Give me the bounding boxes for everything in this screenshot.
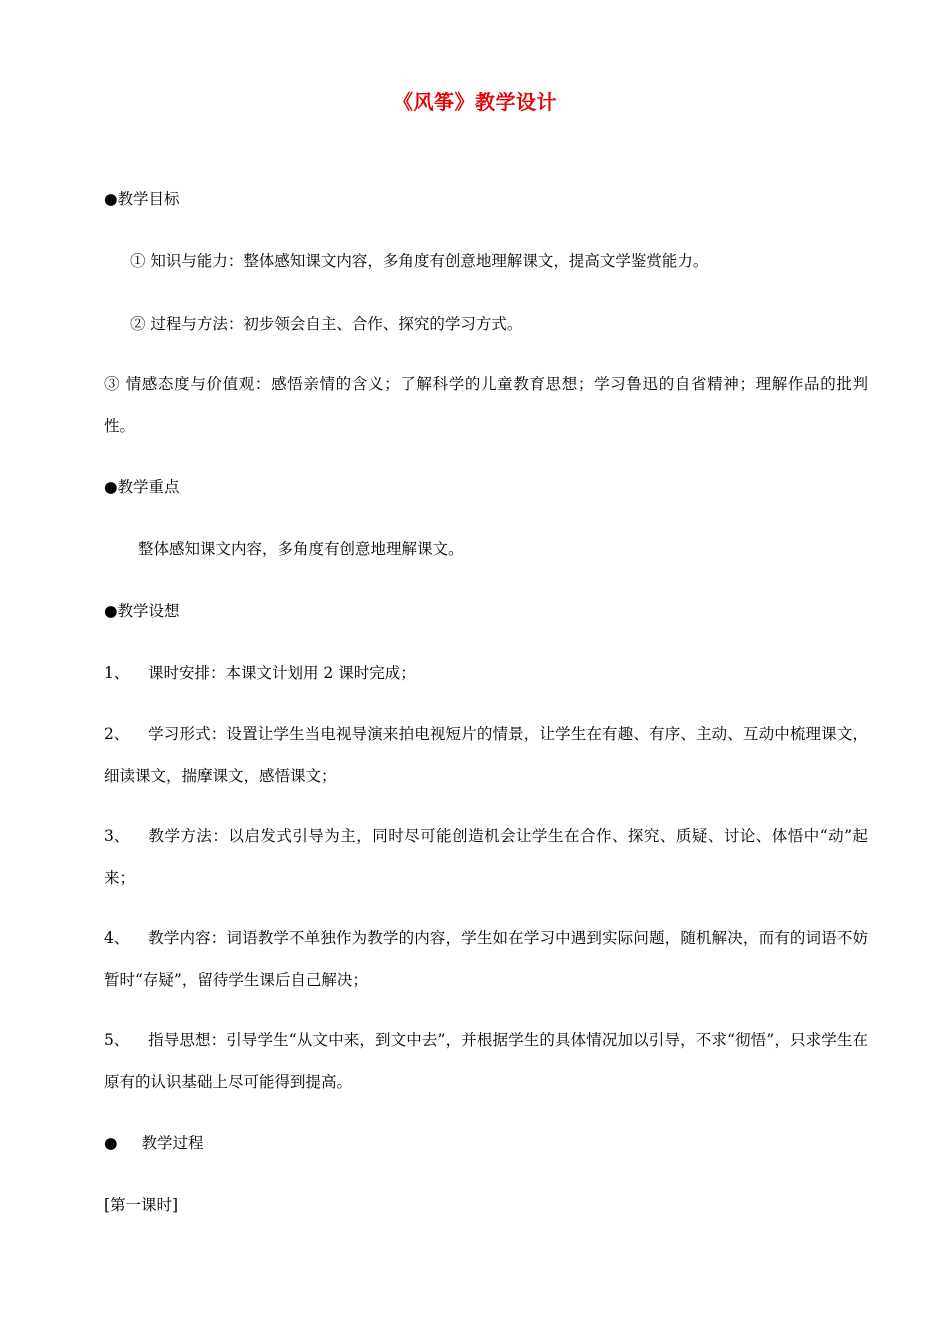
goal-item-2: ② 过程与方法：初步领会自主、合作、探究的学习方式。 [130, 315, 523, 333]
section-heading-goals: ●教学目标 [104, 190, 180, 208]
goal-item-1: ① 知识与能力：整体感知课文内容，多角度有创意地理解课文，提高文学鉴赏能力。 [130, 252, 709, 270]
document-title: 《风筝》教学设计 [393, 90, 557, 114]
list-item-text: 学习形式：设置让学生当电视导演来拍电视短片的情景，让学生在有趣、有序、主动、互动中梳理课文，细读课文，揣摩课文，感悟课文； [104, 725, 868, 785]
goal-item-3: ③ 情感态度与价值观：感悟亲情的含义；了解科学的儿童教育思想；学习鲁迅的自省精神；理解作品的批判性。 [104, 375, 868, 435]
list-item [104, 713, 868, 797]
process-heading-text: 教学过程 [141, 1134, 204, 1152]
list-item-number: 4、 [104, 929, 130, 947]
list-item [104, 917, 868, 1001]
list-item-text: 教学内容：词语教学不单独作为教学的内容，学生如在学习中遇到实际问题，随机解决，而有的词语不妨暂时“存疑”，留待学生课后自己解决； [104, 929, 868, 989]
list-item-text: 课时安排：本课文计划用 2 课时完成； [148, 664, 416, 682]
list-item-text: 教学方法：以启发式引导为主，同时尽可能创造机会让学生在合作、探究、质疑、讨论、体悟中“动”起来； [104, 827, 868, 887]
list-item-number: 2、 [104, 725, 130, 743]
list-item-number: 5、 [104, 1031, 130, 1049]
lesson-label: [第一课时] [104, 1196, 179, 1214]
bullet-icon: ● [104, 1134, 118, 1152]
section-heading-process [104, 1133, 204, 1153]
focus-text: 整体感知课文内容，多角度有创意地理解课文。 [138, 540, 464, 558]
list-item-number: 3、 [104, 827, 130, 845]
list-item [104, 663, 416, 683]
list-item-text: 指导思想：引导学生“从文中来，到文中去”，并根据学生的具体情况加以引导，不求“彻悟”，只求学生在原有的认识基础上尽可能得到提高。 [104, 1031, 868, 1091]
section-heading-ideas: ●教学设想 [104, 602, 180, 620]
section-heading-focus: ●教学重点 [104, 478, 180, 496]
list-item-number: 1、 [104, 664, 130, 682]
list-item [104, 815, 868, 899]
list-item [104, 1019, 868, 1103]
